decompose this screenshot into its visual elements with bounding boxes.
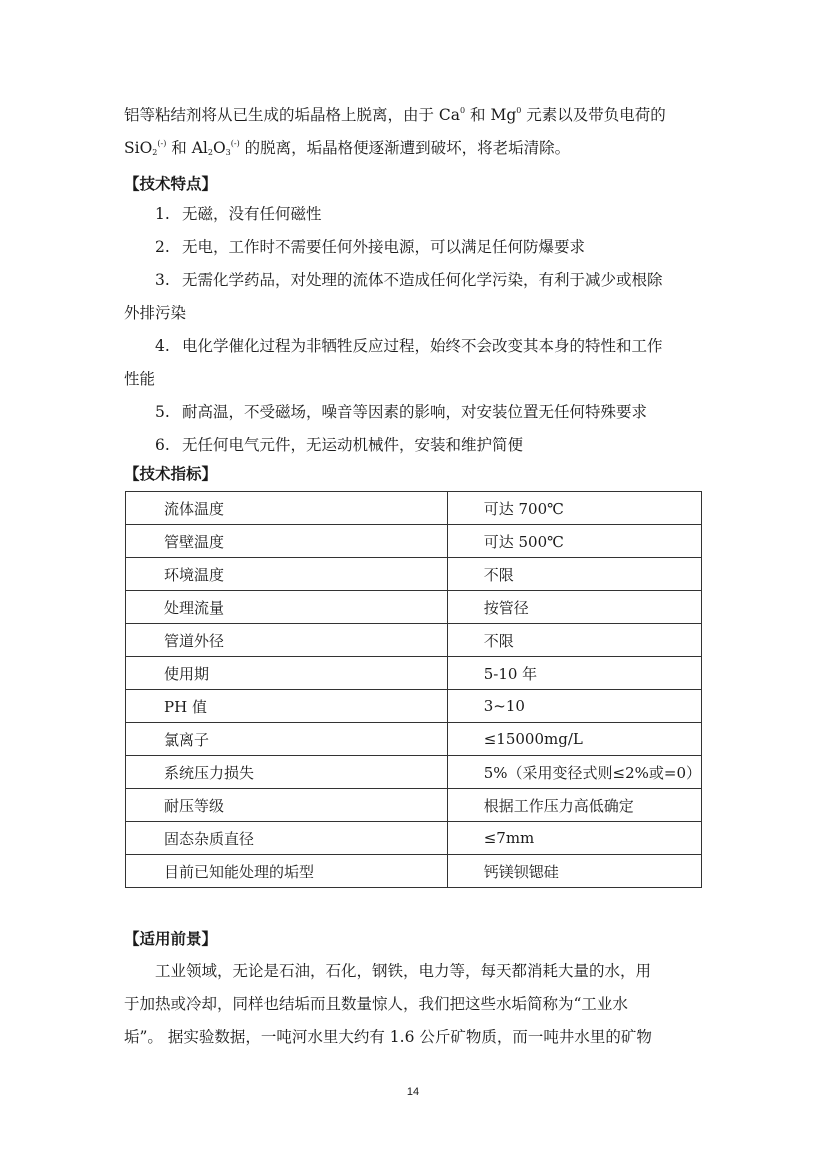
features-heading: 【技术特点】 <box>124 174 218 193</box>
spec-key: PH 值 <box>126 690 448 723</box>
spec-value: 可达 700℃ <box>447 492 701 525</box>
specs-heading: 【技术指标】 <box>124 464 218 483</box>
spec-key: 处理流量 <box>126 591 448 624</box>
specs-table <box>125 491 702 888</box>
intro-line-2: SiO$_2$(-) 和 $Al_2O_3^{(-)}$ 的脱离，垢晶格便逐渐遭到破坏，将老垢清除。 <box>124 139 571 157</box>
application-line: 垢”。 据实验数据，一吨河水里大约有 1.6 公斤矿物质，而一吨井水里的矿物 <box>124 1028 652 1046</box>
table-row <box>126 624 702 657</box>
table-row <box>126 657 702 690</box>
intro-line-1: 铝等粘结剂将从已生成的垢晶格上脱离，由于 Ca$^0$ 和 Mg$^0$ 元素以及带负电荷的 <box>124 106 666 124</box>
application-line: 工业领域，无论是石油，石化，钢铁，电力等，每天都消耗大量的水，用 <box>155 962 652 980</box>
table-row <box>126 690 702 723</box>
spec-value: 5%（采用变径式则≤2%或=0） <box>447 756 701 789</box>
spec-key: 固态杂质直径 <box>126 822 448 855</box>
table-row <box>126 558 702 591</box>
spec-value: 钙镁钡锶硅 <box>447 855 701 888</box>
spec-value: 不限 <box>447 624 701 657</box>
spec-key: 氯离子 <box>126 723 448 756</box>
spec-key: 环境温度 <box>126 558 448 591</box>
spec-key: 管道外径 <box>126 624 448 657</box>
table-row <box>126 723 702 756</box>
feature-item: 5. 耐高温，不受磁场，噪音等因素的影响，对安装位置无任何特殊要求 <box>155 403 648 421</box>
spec-value: 3~10 <box>447 690 701 723</box>
spec-value: ≤15000mg/L <box>447 723 701 756</box>
table-row <box>126 756 702 789</box>
spec-value: 5-10 年 <box>447 657 701 690</box>
table-row <box>126 789 702 822</box>
spec-key: 管壁温度 <box>126 525 448 558</box>
table-row <box>126 822 702 855</box>
features-list <box>124 198 704 462</box>
spec-key: 系统压力损失 <box>126 756 448 789</box>
intro-paragraph <box>124 99 704 165</box>
spec-key: 流体温度 <box>126 492 448 525</box>
table-row <box>126 492 702 525</box>
feature-item: 2. 无电，工作时不需要任何外接电源，可以满足任何防爆要求 <box>155 238 586 256</box>
feature-item: 1. 无磁，没有任何磁性 <box>155 205 322 223</box>
spec-value: 可达 500℃ <box>447 525 701 558</box>
table-row <box>126 855 702 888</box>
spec-value: 不限 <box>447 558 701 591</box>
table-row <box>126 591 702 624</box>
feature-item: 3. 无需化学药品，对处理的流体不造成任何化学污染，有利于减少或根除 外排污染 <box>124 271 663 322</box>
spec-value: 按管径 <box>447 591 701 624</box>
feature-item: 6. 无任何电气元件，无运动机械件，安装和维护简便 <box>155 436 524 454</box>
page-number: 14 <box>406 1086 420 1098</box>
application-line: 于加热或冷却，同样也结垢而且数量惊人，我们把这些水垢简称为“工业水 <box>124 995 628 1013</box>
spec-key: 耐压等级 <box>126 789 448 822</box>
application-heading: 【适用前景】 <box>124 929 218 948</box>
spec-value: 根据工作压力高低确定 <box>447 789 701 822</box>
spec-value: ≤7mm <box>447 822 701 855</box>
table-row <box>126 525 702 558</box>
spec-key: 使用期 <box>126 657 448 690</box>
application-paragraph <box>124 955 704 1054</box>
feature-item: 4. 电化学催化过程为非牺牲反应过程，始终不会改变其本身的特性和工作 性能 <box>124 337 663 388</box>
spec-key: 目前已知能处理的垢型 <box>126 855 448 888</box>
